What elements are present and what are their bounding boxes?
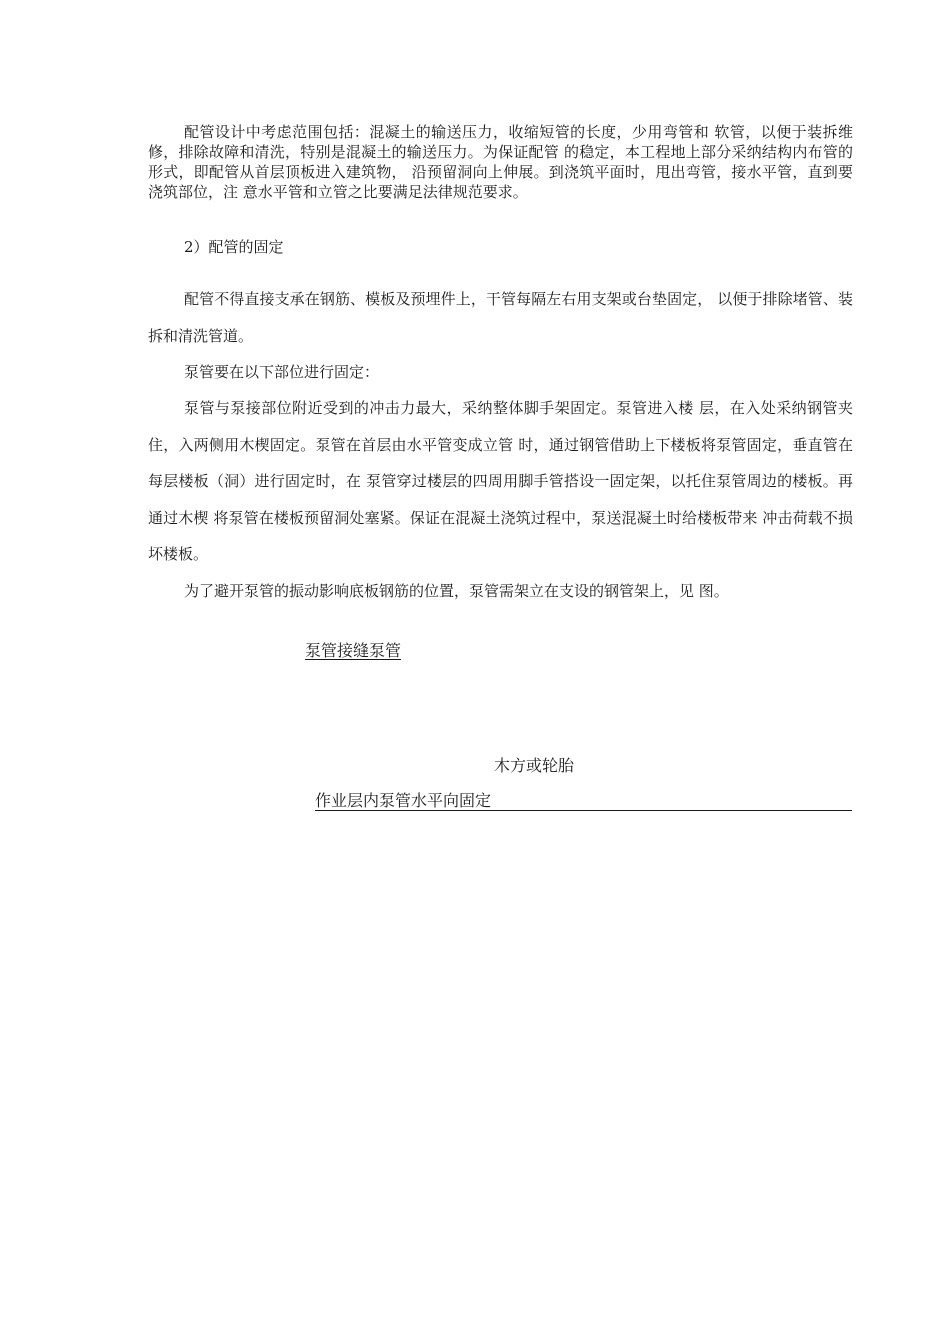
paragraph-fixing-locations: 泵管要在以下部位进行固定： xyxy=(184,363,380,381)
figure-label-pipe-joint: 泵管接缝泵管 xyxy=(305,641,402,660)
figure-caption: 作业层内泵管水平向固定 xyxy=(315,791,492,810)
paragraph-pipe-support: 配管不得直接支承在钢筋、模板及预埋件上，干管每隔左右用支架或台垫固定， 以便于排除堵管、装拆和清洗管道。 xyxy=(148,290,853,345)
figure-caption-underline xyxy=(315,810,852,811)
section-heading-pipe-fixing: 2）配管的固定 xyxy=(184,238,284,256)
figure-label-wood-or-tire: 木方或轮胎 xyxy=(494,756,575,775)
paragraph-pump-joint-fixing: 泵管与泵接部位附近受到的冲击力最大，采纳整体脚手架固定。泵管进入楼 层，在入处采纳钢管夹住，入两侧用木楔固定。泵管在首层由水平管变成立管 时，通过钢管借助上下楼板将泵管固定，垂直管在每层楼板（洞）进行固定时，在 泵管穿过楼层的四周用脚手管搭设一固定架，以托住泵管周边的楼板。再通过木楔 将泵管在楼板预留洞处塞紧。保证在混凝土浇筑过程中，泵送混凝土时给楼板带来 冲击荷载不损坏楼板。 xyxy=(148,399,853,563)
paragraph-pipe-design: 配管设计中考虑范围包括：混凝土的输送压力，收缩短管的长度，少用弯管和 软管，以便于装拆维修，排除故障和清洗，特别是混凝土的输送压力。为保证配管 的稳定，本工程地上部分采纳结构内布管的形式，即配管从首层顶板进入建筑物， 沿预留洞向上伸展。到浇筑平面时，甩出弯管，接水平管，直到要浇筑部位，注 意水平管和立管之比要满足法律规范要求。 xyxy=(148,123,853,201)
paragraph-vibration-avoidance: 为了避开泵管的振动影响底板钢筋的位置，泵管需架立在支设的钢管架上，见 图。 xyxy=(184,582,729,600)
